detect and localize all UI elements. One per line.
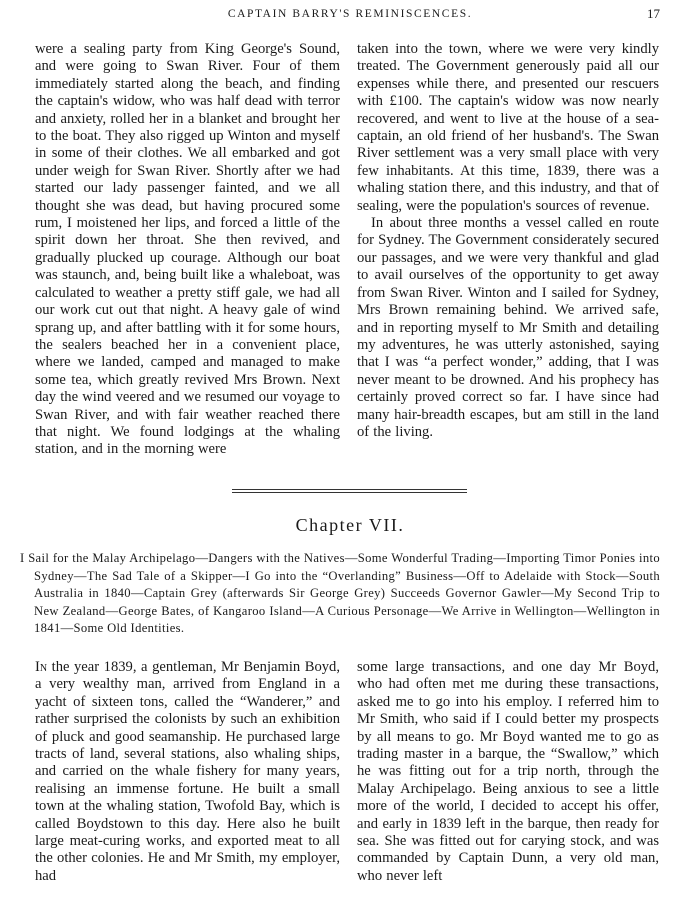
paragraph xyxy=(35,659,340,885)
paragraph: some large transactions, and one day Mr Boyd, who had often met me during these transactions, asked me to go into his employ. I referred him to Mr Smith, who said if I could better my prospects by all means to go. Mr Boyd wanted me to go as trading master in a barque, the “Swallow,” which he was fitting out for a trip north, through the Malay Archipelago. Being anxious to see a little more of the world, I decided to accept his offer, and early in 1839 left in the barque, then ready for sea. She was fitted out for carying stock, and was commanded by Captain Dunn, a very old man, who never left xyxy=(357,659,659,884)
top-right-column xyxy=(357,41,659,441)
chapter-title: Chapter VII. xyxy=(295,515,405,535)
running-title: CAPTAIN BARRY'S REMINISCENCES. xyxy=(227,8,473,20)
bottom-right-column xyxy=(357,659,659,885)
chapter-synopsis: I Sail for the Malay Archipelago—Dangers with the Natives—Some Wonderful Trading—Importing Timor Ponies into Sydney—The Sad Tale of a Skipper—I Go into the “Overlanding” Business—Off to Adelaide with Stock—South Australia in 1840—Captain Grey (afterwards Sir George Grey) Succeeds Governor Gawler—My Second Trip to New Zealand—George Bates, of Kangaroo Island—A Curious Personage—We Arrive in Wellington—Wellington in 1841—Some Old Identities. xyxy=(20,551,660,635)
bottom-left-column xyxy=(35,659,340,885)
opening-word: In xyxy=(35,659,48,675)
page-number: 17 xyxy=(647,6,660,21)
paragraph: taken into the town, where we were very kindly treated. The Government generously paid all our expenses while there, and presented our rescuers with £100. The captain's widow was now nearly recovered, and went to live at the house of a sea-captain, an old friend of her husband's. The Swan River settlement was a very small place with very few inhabitants. At this time, 1839, there was a whaling station there, and this industry, and that of sealing, were the population's sources of revenue. xyxy=(357,41,659,214)
top-left-column xyxy=(35,41,340,459)
page-header xyxy=(0,4,700,24)
section-divider xyxy=(232,489,467,493)
paragraph-text: the year 1839, a gentleman, Mr Benjamin Boyd, a very wealthy man, arrived from England in a yacht of sixteen tons, called the “Wanderer,” and rather surprised the colonists by such an exhibition of pluck and good seamanship. He purchased large tracts of land, several stations, also whaling ships, and carried on the whale fishery for many years, realising an immense fortune. He built a small town at the whaling station, Twofold Bay, which is called Boydstown to this day. Here also he built large meat-curing works, and exported meat to all the other colonies. He and Mr Smith, my employer, had xyxy=(35,659,340,884)
paragraph: were a sealing party from King George's Sound, and were going to Swan River. Four of them immediately started along the beach, and finding the captain's widow, who was half dead with terror and anxiety, rolled her in a blanket and brought her to the boat. They also rigged up Winton and myself in some of their clothes. We all embarked and got under weigh for Swan River. Shortly after we had started our lady passenger fainted, and we all thought she was dead, but having procured some rum, I moistened her lips, and forced a little of the spirit down her throat. She then revived, and gradually plucked up courage. Although our boat was staunch, and, being built like a whaleboat, was calculated to weather a pretty stiff gale, we had all our work cut out that night. A heavy gale of wind sprang up, and after battling with it for some hours, the sealers beached her in a convenient place, where we landed, camped and managed to make some tea, which greatly revived Mrs Brown. Next day the wind veered and we resumed our voyage to Swan River, and with fair weather reached there that night. We found lodgings at the whaling station, and in the morning were xyxy=(35,41,340,458)
paragraph: In about three months a vessel called en route for Sydney. The Government considerately secured our passages, and we were very thankful and glad to avail ourselves of the opportunity to get away from Swan River. Winton and I sailed for Sydney, Mrs Brown remaining behind. We arrived safe, and in reporting myself to Mr Smith and detailing my adventures, he was utterly astonished, saying that I was “a perfect wonder,” adding, that I was never meant to be drowned. And his prophecy has certainly proved correct so far. I have since had many hair-breadth escapes, but am still in the land of the living. xyxy=(357,215,659,440)
